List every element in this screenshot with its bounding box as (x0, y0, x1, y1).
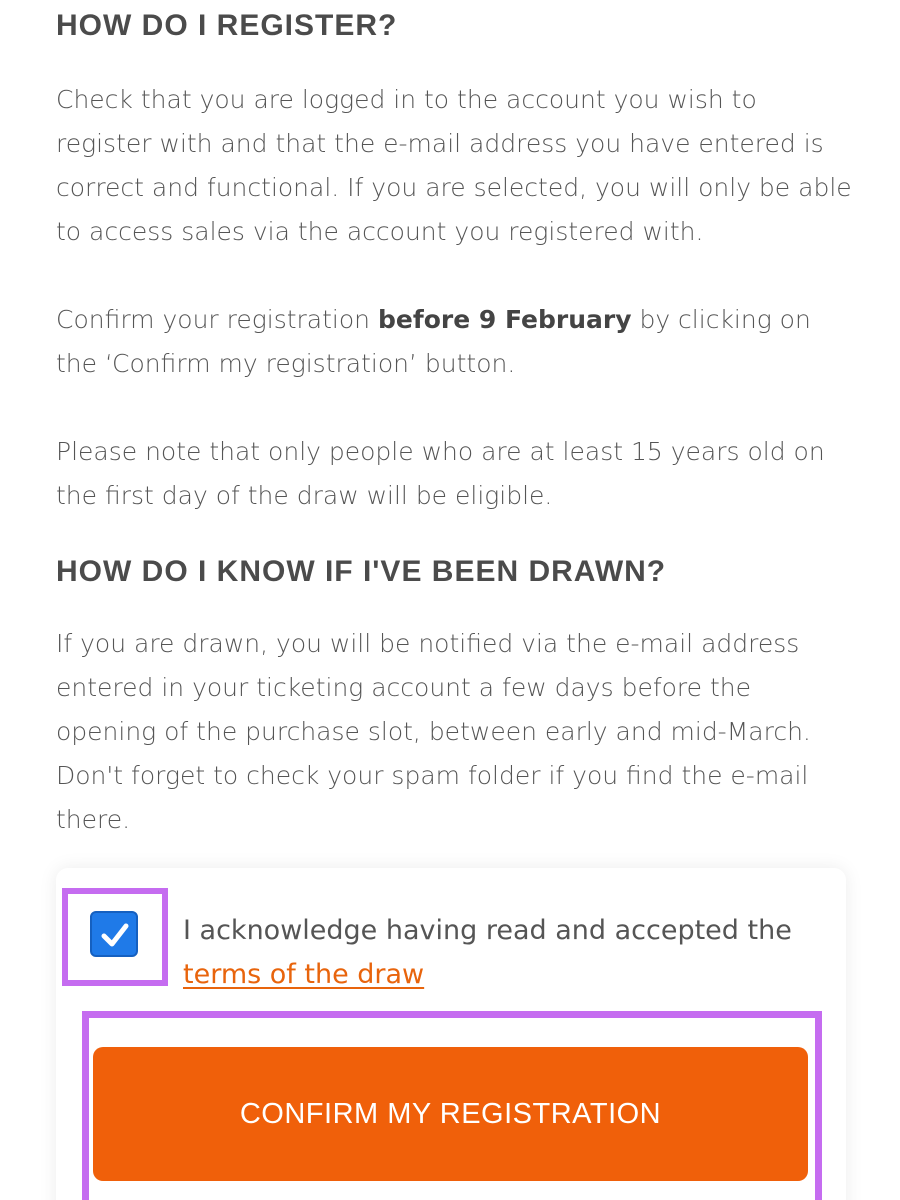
age-eligibility-paragraph: Please note that only people who are at least 15 years old on the first day of the draw will be eligible. (56, 437, 825, 510)
terms-acknowledgement-label: I acknowledge having read and accepted the (183, 915, 792, 946)
checkmark-icon (99, 919, 131, 951)
confirm-registration-button[interactable]: CONFIRM MY REGISTRATION (93, 1047, 808, 1181)
confirm-deadline-text-end: by clicking on the ‘Confirm my registration’ button. (56, 305, 811, 378)
drawn-notification-paragraph: If you are drawn, you will be notified via the e-mail address entered in your ticketing account a few days before the opening of the purchase slot, between early and mid-March. Don't forget to check your spam folder if you find the e-mail there. (56, 629, 811, 834)
heading-how-know-drawn: HOW DO I KNOW IF I'VE BEEN DRAWN? (56, 555, 667, 588)
confirm-deadline-paragraph (56, 298, 856, 386)
register-instructions-paragraph: Check that you are logged in to the account you wish to register with and that the e-mail address you have entered is correct and functional. If you are selected, you will only be able to access sales via the account you registered with. (56, 85, 852, 246)
terms-acknowledgement (183, 909, 823, 997)
confirm-deadline-date: before 9 February (377, 305, 632, 334)
confirm-deadline-text-start: Confirm your registration (56, 305, 378, 334)
terms-checkbox[interactable] (90, 911, 138, 957)
terms-of-draw-link[interactable]: terms of the draw (183, 959, 425, 990)
heading-how-to-register: HOW DO I REGISTER? (56, 9, 398, 42)
